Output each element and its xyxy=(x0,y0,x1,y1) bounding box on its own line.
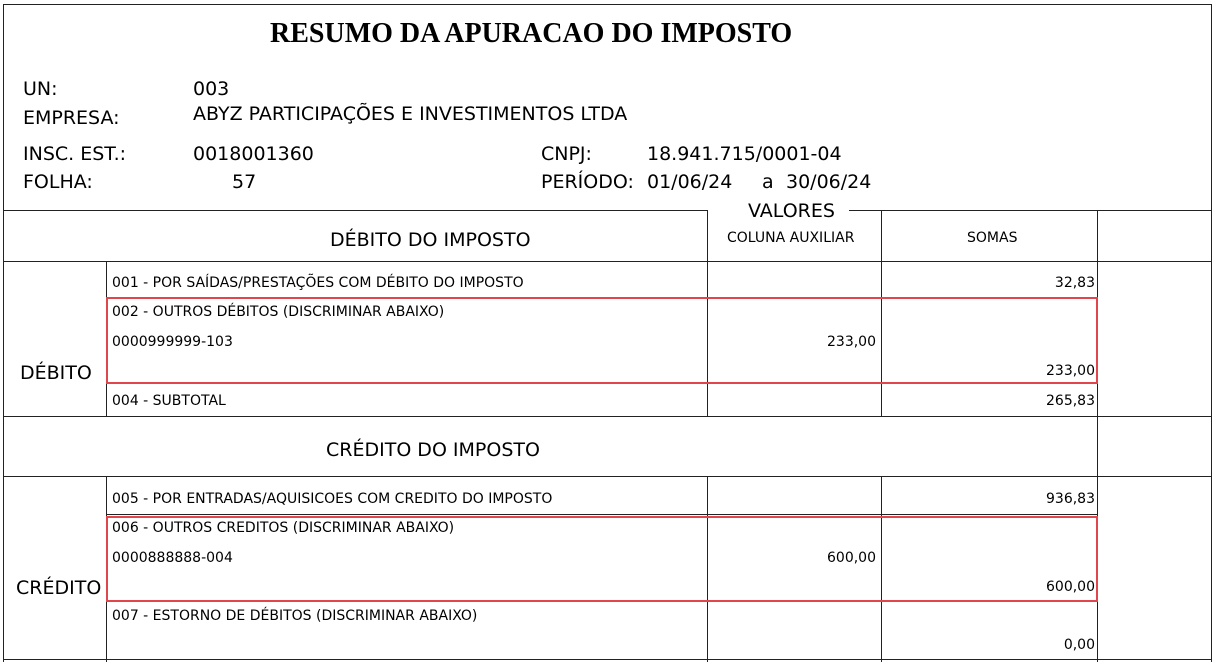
line-006-soma: 600,00 xyxy=(1046,579,1095,595)
coluna-auxiliar-header: COLUNA AUXILIAR xyxy=(727,230,855,246)
cnpj-label: CNPJ: xyxy=(541,143,592,165)
highlight-outros-debitos xyxy=(106,297,1098,384)
aux-gap-cover xyxy=(707,417,708,476)
line-004: 004 - SUBTOTAL xyxy=(112,393,226,409)
line-005: 005 - POR ENTRADAS/AQUISICOES COM CREDITO DO IMPOSTO xyxy=(112,491,553,507)
header-rule-left xyxy=(3,210,707,211)
insc-label: INSC. EST.: xyxy=(23,143,127,165)
line-001: 001 - POR SAÍDAS/PRESTAÇÕES COM DÉBITO DO IMPOSTO xyxy=(112,275,524,291)
line-001-soma: 32,83 xyxy=(1054,275,1095,291)
line-005-soma: 936,83 xyxy=(1046,491,1095,507)
line-006: 006 - OUTROS CREDITOS (DISCRIMINAR ABAIXO) xyxy=(112,520,455,536)
frame-right xyxy=(1211,4,1212,662)
line-006-detail: 0000888888-004 xyxy=(112,550,233,566)
un-value: 003 xyxy=(193,78,230,100)
frame-top xyxy=(3,4,1212,5)
header-bottom-rule xyxy=(3,261,1212,262)
un-label: UN: xyxy=(23,78,58,100)
line-007: 007 - ESTORNO DE DÉBITOS (DISCRIMINAR ABAIXO) xyxy=(112,608,478,624)
empresa-label: EMPRESA: xyxy=(23,107,120,129)
folha-label: FOLHA: xyxy=(23,171,93,193)
page-title: RESUMO DA APURACAO DO IMPOSTO xyxy=(270,18,793,49)
line-002: 002 - OUTROS DÉBITOS (DISCRIMINAR ABAIXO) xyxy=(112,304,445,320)
line-002-aux: 233,00 xyxy=(827,334,876,350)
section-rule xyxy=(3,476,1212,477)
header-rule-right xyxy=(849,210,1212,211)
line-004-soma: 265,83 xyxy=(1046,393,1095,409)
line-007-soma: 0,00 xyxy=(1063,637,1095,653)
highlight-outros-creditos xyxy=(106,516,1098,602)
valores-label: VALORES xyxy=(748,200,835,222)
line-002-soma: 233,00 xyxy=(1046,363,1095,379)
frame-left xyxy=(3,4,4,662)
section-rule xyxy=(3,416,1212,417)
debito-section-title: DÉBITO DO IMPOSTO xyxy=(330,229,531,251)
cnpj-value: 18.941.715/0001-04 xyxy=(647,143,842,165)
frame-bottom xyxy=(3,659,1212,660)
debito-side-label: DÉBITO xyxy=(20,362,92,384)
line-006-aux: 600,00 xyxy=(827,550,876,566)
somas-header: SOMAS xyxy=(967,230,1018,246)
periodo-end: 30/06/24 xyxy=(786,171,872,193)
credito-section-title: CRÉDITO DO IMPOSTO xyxy=(326,439,540,461)
credito-side-label: CRÉDITO xyxy=(16,577,102,599)
empresa-value: ABYZ PARTICIPAÇÕES E INVESTIMENTOS LTDA xyxy=(193,103,628,125)
periodo-label: PERÍODO: xyxy=(541,171,634,193)
line-002-detail: 0000999999-103 xyxy=(112,334,233,350)
row-rule xyxy=(106,514,1097,515)
periodo-sep: a xyxy=(762,171,774,193)
periodo-start: 01/06/24 xyxy=(647,171,733,193)
somas-gap-cover xyxy=(881,417,882,476)
insc-value: 0018001360 xyxy=(193,143,314,165)
folha-value: 57 xyxy=(232,171,257,193)
